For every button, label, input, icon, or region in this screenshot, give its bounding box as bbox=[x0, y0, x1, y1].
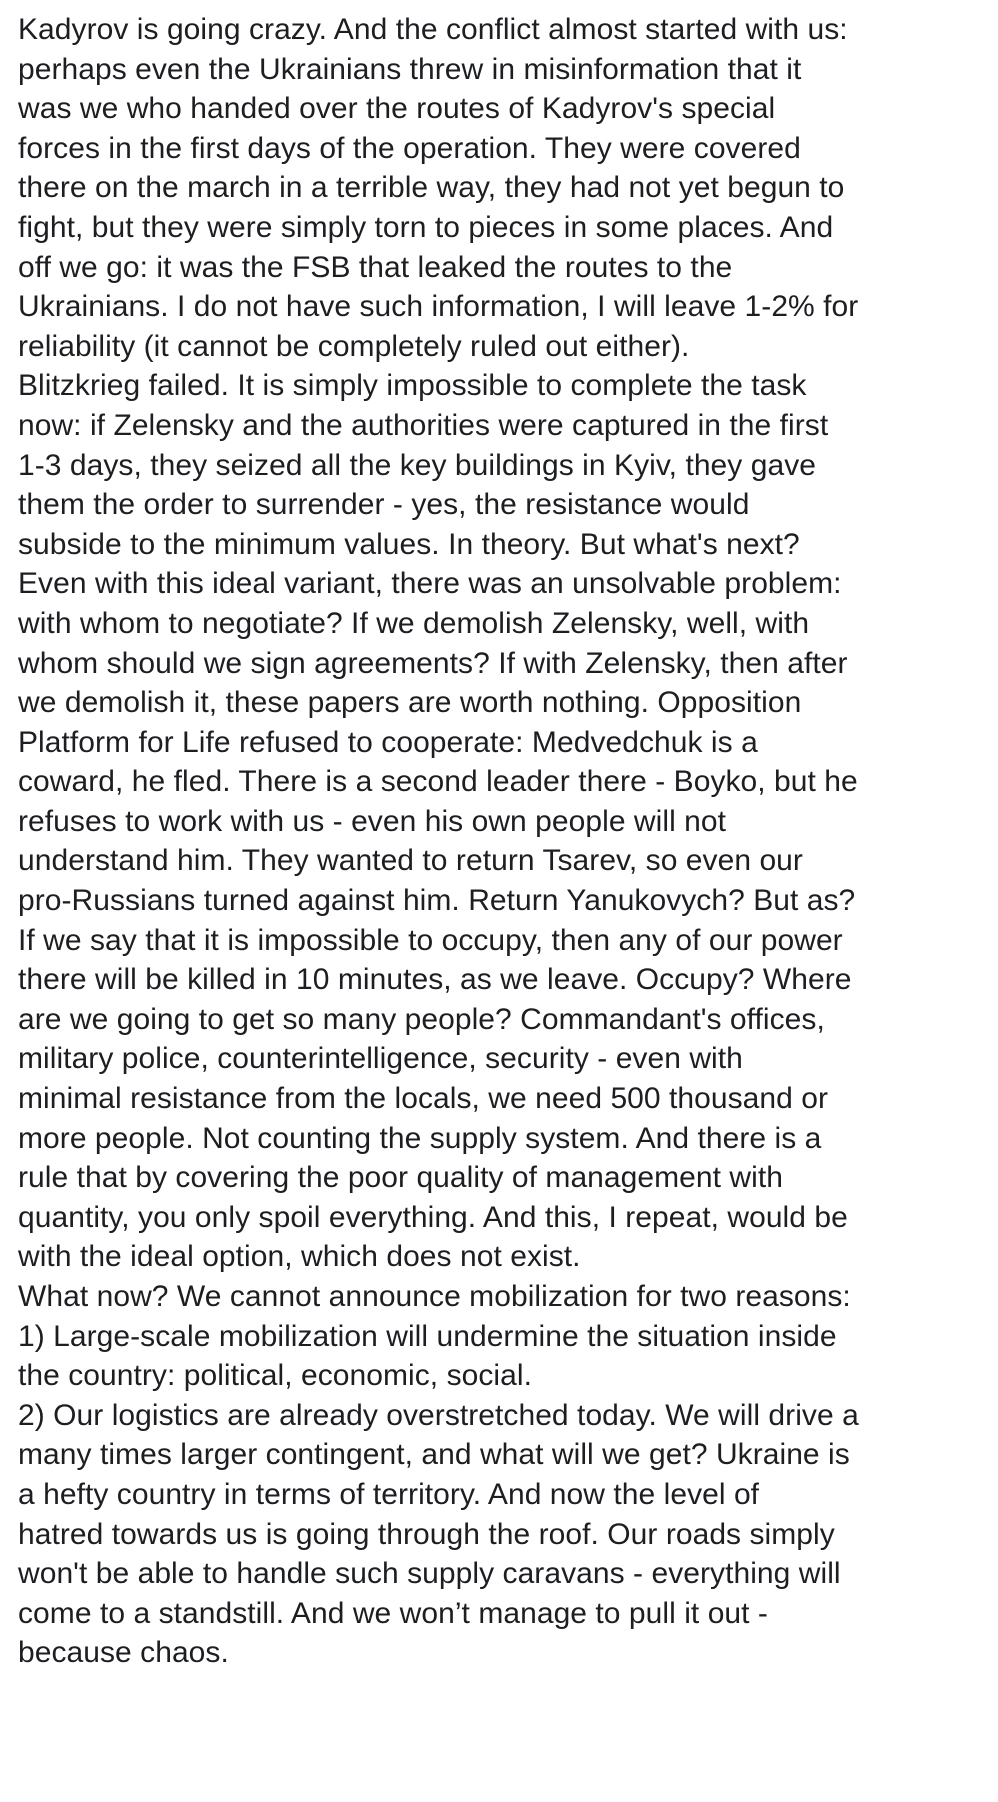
post-text-line: understand him. They wanted to return Tsarev, so even our bbox=[18, 844, 803, 878]
post-text-line: are we going to get so many people? Commandant's offices, bbox=[18, 1002, 825, 1036]
post-text-line: rule that by covering the poor quality of management with bbox=[18, 1161, 783, 1195]
post-text-line: with the ideal option, which does not exist. bbox=[18, 1240, 581, 1274]
post-text-line: a hefty country in terms of territory. And now the level of bbox=[18, 1477, 760, 1511]
post-text-line: there on the march in a terrible way, they had not yet begun to bbox=[18, 171, 845, 205]
post-text-line: Platform for Life refused to cooperate: Medvedchuk is a bbox=[18, 725, 758, 759]
post-text-line: won't be able to handle such supply caravans - everything will bbox=[18, 1557, 841, 1591]
post-text-line: Blitzkrieg failed. It is simply impossible to complete the task bbox=[18, 369, 807, 403]
post-text-line: with whom to negotiate? If we demolish Zelensky, well, with bbox=[18, 606, 810, 640]
post-text-line: because chaos. bbox=[18, 1636, 229, 1670]
post-text-line: If we say that it is impossible to occupy, then any of our power bbox=[18, 923, 843, 957]
post-text-line: Ukrainians. I do not have such information, I will leave 1-2% for bbox=[18, 290, 859, 324]
post-text-line: forces in the first days of the operation. They were covered bbox=[18, 131, 801, 165]
post-text-line: come to a standstill. And we won’t manage to pull it out - bbox=[18, 1596, 768, 1630]
post-text-line: we demolish it, these papers are worth nothing. Opposition bbox=[18, 686, 802, 720]
post-text-line: refuses to work with us - even his own people will not bbox=[18, 804, 727, 838]
post-text-line: hatred towards us is going through the roof. Our roads simply bbox=[18, 1517, 835, 1551]
post-text-line: now: if Zelensky and the authorities were captured in the first bbox=[18, 408, 829, 442]
post-text-line: pro-Russians turned against him. Return Yanukovych? But as? bbox=[18, 884, 856, 918]
post-text-line: Kadyrov is going crazy. And the conflict almost started with us: bbox=[18, 13, 848, 46]
post-text-line: subside to the minimum values. In theory. But what's next? bbox=[18, 527, 800, 561]
post-text-line: reliability (it cannot be completely ruled out either). bbox=[18, 329, 690, 363]
post-text-line: 1) Large-scale mobilization will undermine the situation inside bbox=[18, 1319, 837, 1353]
post-text-line: military police, counterintelligence, security - even with bbox=[18, 1042, 743, 1076]
post-text-line: there will be killed in 10 minutes, as we leave. Occupy? Where bbox=[18, 963, 852, 997]
post-text-line: coward, he fled. There is a second leader there - Boyko, but he bbox=[18, 765, 858, 799]
post-text-line: Even with this ideal variant, there was an unsolvable problem: bbox=[18, 567, 842, 601]
post-text-line: 1-3 days, they seized all the key buildings in Kyiv, they gave bbox=[18, 448, 816, 482]
post-text-line: whom should we sign agreements? If with Zelensky, then after bbox=[18, 646, 848, 680]
post-text-line: was we who handed over the routes of Kadyrov's special bbox=[18, 92, 776, 126]
post-text-line: minimal resistance from the locals, we need 500 thousand or bbox=[18, 1082, 829, 1116]
post-text-line: fight, but they were simply torn to pieces in some places. And bbox=[18, 210, 834, 244]
post-text-line: quantity, you only spoil everything. And this, I repeat, would be bbox=[18, 1200, 848, 1234]
post-text-line: off we go: it was the FSB that leaked the routes to the bbox=[18, 250, 733, 284]
post-text-line: 2) Our logistics are already overstretched today. We will drive a bbox=[18, 1398, 859, 1432]
post-text-line: many times larger contingent, and what will we get? Ukraine is bbox=[18, 1438, 850, 1472]
post-text-line: the country: political, economic, social. bbox=[18, 1359, 532, 1393]
post-text-line: them the order to surrender - yes, the resistance would bbox=[18, 488, 750, 522]
post-text-line: more people. Not counting the supply system. And there is a bbox=[18, 1121, 822, 1155]
post-text-line: What now? We cannot announce mobilization for two reasons: bbox=[18, 1280, 851, 1313]
post-text-line: perhaps even the Ukrainians threw in misinformation that it bbox=[18, 52, 802, 86]
